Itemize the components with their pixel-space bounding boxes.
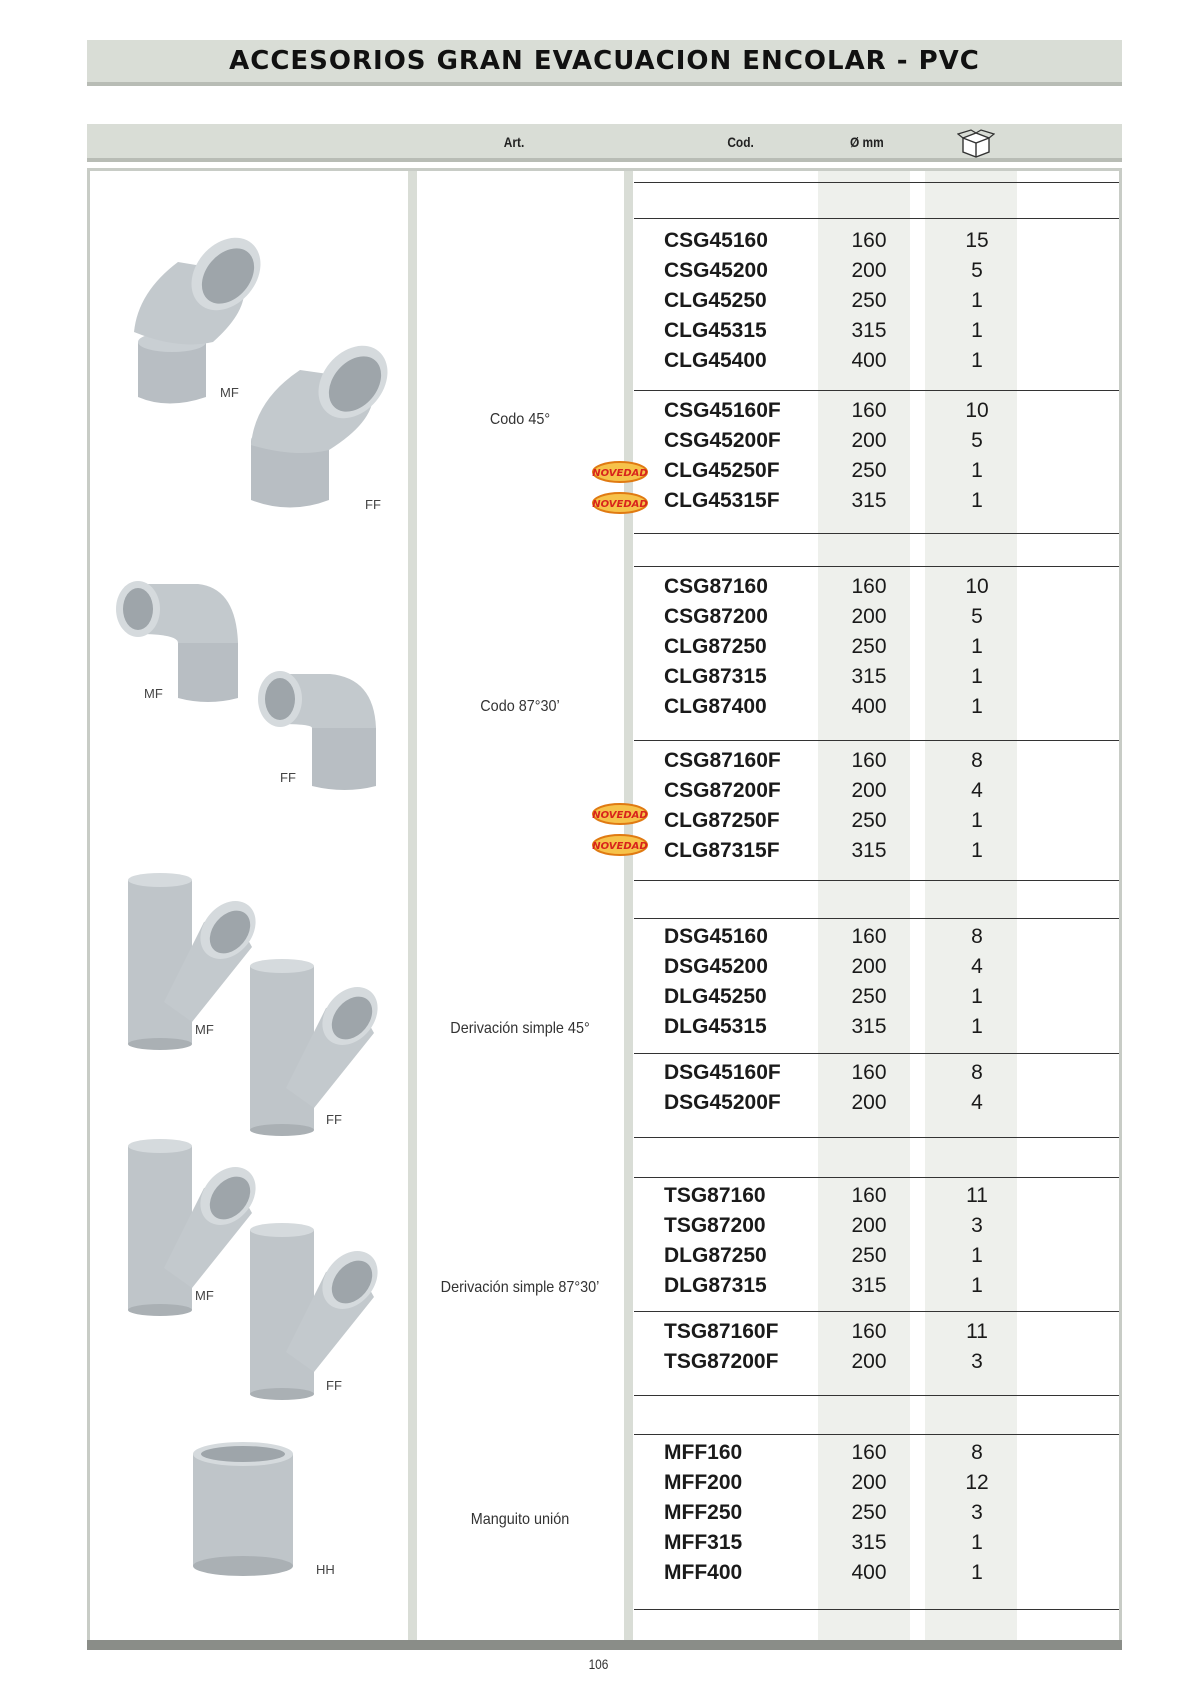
page-number: 106 xyxy=(588,1656,609,1672)
quantity: 1 xyxy=(971,985,983,1008)
bottom-bar xyxy=(87,1640,1122,1650)
page-title: ACCESORIOS GRAN EVACUACION ENCOLAR - PVC xyxy=(229,46,980,76)
divider xyxy=(634,1395,1119,1396)
novedad-text: NOVEDAD xyxy=(592,499,648,510)
table-row xyxy=(664,1241,1014,1271)
novedad-badge xyxy=(592,492,648,514)
product-code: CSG45200F xyxy=(664,429,781,452)
quantity: 3 xyxy=(971,1350,983,1373)
table-row xyxy=(664,1438,1014,1468)
quantity: 1 xyxy=(971,489,983,512)
article-name: Derivación simple 87°30’ xyxy=(440,1279,600,1296)
table-row xyxy=(664,692,1014,722)
diameter: 160 xyxy=(851,749,887,772)
diameter: 250 xyxy=(851,635,887,658)
quantity: 1 xyxy=(971,459,983,482)
novedad-text: NOVEDAD xyxy=(592,810,648,821)
product-code: CSG45160 xyxy=(664,229,768,252)
table-row xyxy=(664,776,1014,806)
product-code: DSG45160 xyxy=(664,925,768,948)
elbow-87-ff-illustration xyxy=(250,668,385,793)
divider xyxy=(634,918,1119,919)
novedad-badge xyxy=(592,461,648,483)
product-code: CLG45315 xyxy=(664,319,767,342)
product-code: TSG87160F xyxy=(664,1320,779,1343)
quantity: 8 xyxy=(971,1061,983,1084)
table-row xyxy=(664,836,1014,866)
product-code: CLG87250 xyxy=(664,635,767,658)
diameter: 160 xyxy=(851,1441,887,1464)
article-name: Derivación simple 45° xyxy=(450,1020,590,1037)
quantity: 4 xyxy=(971,1091,983,1114)
diameter: 315 xyxy=(851,1531,887,1554)
column-separator xyxy=(408,171,417,1640)
diameter: 200 xyxy=(851,259,887,282)
product-code: DSG45200F xyxy=(664,1091,781,1114)
quantity: 1 xyxy=(971,319,983,342)
table-header xyxy=(87,124,1122,162)
quantity: 4 xyxy=(971,955,983,978)
diameter: 160 xyxy=(851,399,887,422)
quantity: 11 xyxy=(966,1184,988,1207)
product-code: DLG87250 xyxy=(664,1244,767,1267)
table-row xyxy=(664,922,1014,952)
product-code: DSG45200 xyxy=(664,955,768,978)
article-name: Codo 87°30’ xyxy=(480,698,560,715)
divider xyxy=(634,740,1119,741)
header-diameter: Ø mm xyxy=(849,134,884,150)
diameter: 400 xyxy=(851,1561,887,1584)
product-code: TSG87200 xyxy=(664,1214,766,1237)
diameter: 400 xyxy=(851,695,887,718)
quantity: 1 xyxy=(971,1015,983,1038)
figure-label: MF xyxy=(195,1022,214,1037)
quantity: 1 xyxy=(971,1244,983,1267)
table-row xyxy=(664,1528,1014,1558)
diameter: 200 xyxy=(851,955,887,978)
header-art: Art. xyxy=(503,134,525,150)
diameter: 250 xyxy=(851,985,887,1008)
diameter: 315 xyxy=(851,1274,887,1297)
divider xyxy=(634,1311,1119,1312)
table-row xyxy=(664,572,1014,602)
product-code: DLG45250 xyxy=(664,985,767,1008)
divider xyxy=(634,1053,1119,1054)
product-code: CLG87250F xyxy=(664,809,780,832)
product-code: CSG87160F xyxy=(664,749,781,772)
table-row xyxy=(664,1498,1014,1528)
product-code: MFF200 xyxy=(664,1471,743,1494)
diameter: 200 xyxy=(851,779,887,802)
product-code: CLG87315F xyxy=(664,839,780,862)
table-row xyxy=(664,1317,1014,1347)
table-row xyxy=(664,1012,1014,1042)
novedad-text: NOVEDAD xyxy=(592,841,648,852)
product-code: MFF160 xyxy=(664,1441,743,1464)
diameter: 160 xyxy=(851,1184,887,1207)
quantity: 1 xyxy=(971,1561,983,1584)
table-row xyxy=(664,456,1014,486)
product-code: CSG45200 xyxy=(664,259,768,282)
diameter: 200 xyxy=(851,1471,887,1494)
table-row xyxy=(664,316,1014,346)
table-row xyxy=(664,346,1014,376)
quantity: 11 xyxy=(966,1320,988,1343)
diameter: 200 xyxy=(851,429,887,452)
article-name: Manguito unión xyxy=(470,1511,570,1528)
table-row xyxy=(664,662,1014,692)
product-code: CSG45160F xyxy=(664,399,781,422)
diameter: 315 xyxy=(851,839,887,862)
product-code: MFF315 xyxy=(664,1531,743,1554)
elbow-45-ff-illustration xyxy=(245,340,395,515)
product-code: CLG87400 xyxy=(664,695,767,718)
quantity: 1 xyxy=(971,1531,983,1554)
figure-label: FF xyxy=(326,1112,342,1127)
table-row xyxy=(664,1181,1014,1211)
quantity: 10 xyxy=(965,399,989,422)
product-code: TSG87200F xyxy=(664,1350,779,1373)
table-row xyxy=(664,602,1014,632)
figure-label: MF xyxy=(144,686,163,701)
product-code: MFF400 xyxy=(664,1561,743,1584)
column-separator xyxy=(624,171,633,1640)
divider xyxy=(634,533,1119,534)
figure-label: FF xyxy=(365,497,381,512)
product-code: CLG45315F xyxy=(664,489,780,512)
product-code: TSG87160 xyxy=(664,1184,766,1207)
diameter: 400 xyxy=(851,349,887,372)
product-code: MFF250 xyxy=(664,1501,743,1524)
diameter: 160 xyxy=(851,1061,887,1084)
product-code: DLG45315 xyxy=(664,1015,767,1038)
diameter: 315 xyxy=(851,489,887,512)
figure-label: FF xyxy=(280,770,296,785)
quantity: 1 xyxy=(971,809,983,832)
diameter: 250 xyxy=(851,1244,887,1267)
diameter: 250 xyxy=(851,809,887,832)
branch-87-ff-illustration xyxy=(246,1222,386,1402)
product-code: DLG87315 xyxy=(664,1274,767,1297)
diameter: 200 xyxy=(851,1091,887,1114)
branch-45-mf-illustration xyxy=(124,872,264,1052)
product-code: CLG45400 xyxy=(664,349,767,372)
quantity: 3 xyxy=(971,1214,983,1237)
quantity: 8 xyxy=(971,749,983,772)
quantity: 1 xyxy=(971,839,983,862)
figure-label: MF xyxy=(220,385,239,400)
product-code: CSG87160 xyxy=(664,575,768,598)
quantity: 1 xyxy=(971,695,983,718)
quantity: 5 xyxy=(971,429,983,452)
table-row xyxy=(664,1271,1014,1301)
table-row xyxy=(664,1058,1014,1088)
diameter: 250 xyxy=(851,289,887,312)
header-cod: Cod. xyxy=(727,134,754,150)
table-row xyxy=(664,632,1014,662)
divider xyxy=(634,218,1119,219)
divider xyxy=(634,880,1119,881)
divider xyxy=(634,1177,1119,1178)
title-bar xyxy=(87,40,1122,86)
table-row xyxy=(664,226,1014,256)
divider xyxy=(634,182,1119,183)
product-code: DSG45160F xyxy=(664,1061,781,1084)
novedad-text: NOVEDAD xyxy=(592,468,648,479)
branch-45-ff-illustration xyxy=(246,958,386,1138)
quantity: 1 xyxy=(971,665,983,688)
table-row xyxy=(664,982,1014,1012)
table-row xyxy=(664,806,1014,836)
diameter: 200 xyxy=(851,1350,887,1373)
diameter: 200 xyxy=(851,1214,887,1237)
table-row xyxy=(664,1558,1014,1588)
diameter: 200 xyxy=(851,605,887,628)
table-row xyxy=(664,286,1014,316)
divider xyxy=(634,1434,1119,1435)
diameter: 315 xyxy=(851,665,887,688)
table-row xyxy=(664,1347,1014,1377)
table-row xyxy=(664,256,1014,286)
diameter: 160 xyxy=(851,575,887,598)
figure-label: HH xyxy=(316,1562,335,1577)
quantity: 15 xyxy=(965,229,989,252)
table-row xyxy=(664,1088,1014,1118)
diameter-column-shade xyxy=(818,171,910,1640)
elbow-87-mf-illustration xyxy=(108,578,243,703)
quantity: 5 xyxy=(971,605,983,628)
quantity: 5 xyxy=(971,259,983,282)
novedad-badge xyxy=(592,834,648,856)
coupling-illustration xyxy=(188,1440,298,1580)
quantity: 1 xyxy=(971,635,983,658)
table-row xyxy=(664,1468,1014,1498)
product-code: CLG87315 xyxy=(664,665,767,688)
product-code: CLG45250 xyxy=(664,289,767,312)
figure-label: MF xyxy=(195,1288,214,1303)
quantity-column-shade xyxy=(925,171,1017,1640)
quantity: 4 xyxy=(971,779,983,802)
divider xyxy=(634,1137,1119,1138)
quantity: 10 xyxy=(965,575,989,598)
divider xyxy=(634,1609,1119,1610)
diameter: 160 xyxy=(851,229,887,252)
table-row xyxy=(664,1211,1014,1241)
article-name: Codo 45° xyxy=(489,411,551,428)
diameter: 250 xyxy=(851,459,887,482)
quantity: 12 xyxy=(965,1471,989,1494)
quantity: 8 xyxy=(971,925,983,948)
table-row xyxy=(664,952,1014,982)
quantity: 1 xyxy=(971,1274,983,1297)
product-code: CSG87200 xyxy=(664,605,768,628)
quantity: 3 xyxy=(971,1501,983,1524)
diameter: 160 xyxy=(851,925,887,948)
branch-87-mf-illustration xyxy=(124,1138,264,1318)
diameter: 315 xyxy=(851,1015,887,1038)
diameter: 250 xyxy=(851,1501,887,1524)
product-code: CSG87200F xyxy=(664,779,781,802)
diameter: 160 xyxy=(851,1320,887,1343)
figure-label: FF xyxy=(326,1378,342,1393)
table-row xyxy=(664,486,1014,516)
diameter: 315 xyxy=(851,319,887,342)
quantity: 1 xyxy=(971,289,983,312)
quantity: 8 xyxy=(971,1441,983,1464)
table-row xyxy=(664,426,1014,456)
divider xyxy=(634,566,1119,567)
novedad-badge xyxy=(592,803,648,825)
table-row xyxy=(664,746,1014,776)
product-code: CLG45250F xyxy=(664,459,780,482)
divider xyxy=(634,390,1119,391)
box-icon xyxy=(957,128,995,158)
quantity: 1 xyxy=(971,349,983,372)
table-row xyxy=(664,396,1014,426)
